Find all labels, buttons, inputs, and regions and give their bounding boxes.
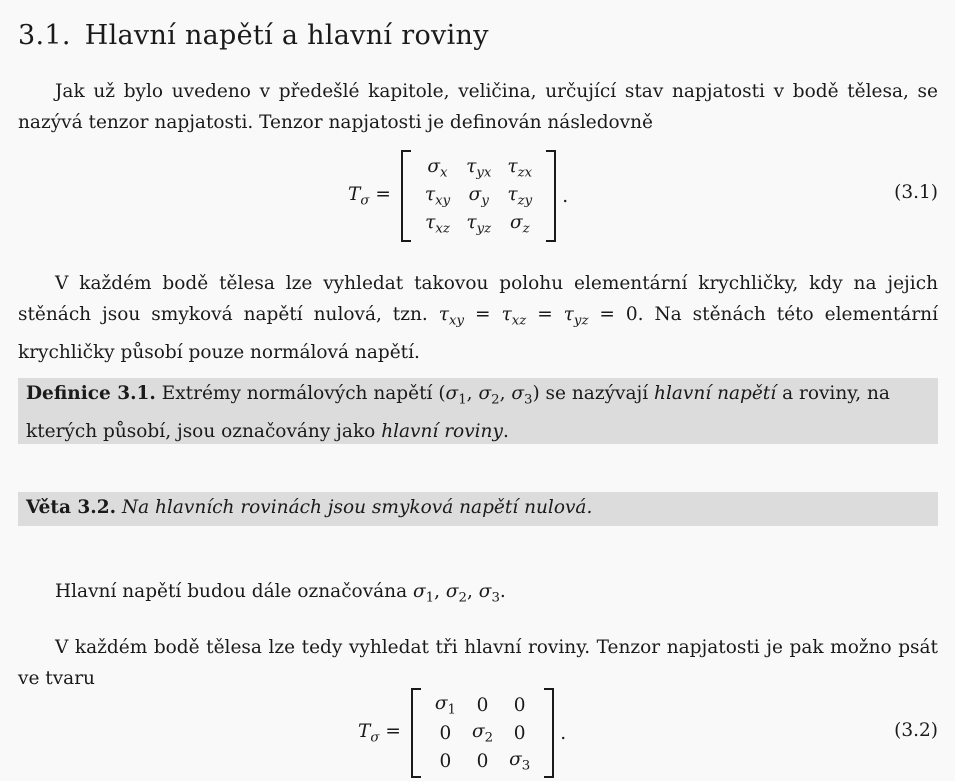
matrix-cell: 0	[513, 694, 526, 716]
matrix-3x3	[427, 691, 538, 775]
matrix-cell: $\sigma_y$	[468, 183, 489, 209]
term-principal-stress: hlavní napětí	[654, 383, 777, 404]
matrix-cell: $\tau_{xz}$	[425, 211, 450, 237]
section-number: 3.1.	[18, 20, 71, 51]
left-bracket	[401, 150, 411, 242]
matrix-cell: $\tau_{zx}$	[507, 155, 533, 181]
section-title: Hlavní napětí a hlavní roviny	[84, 20, 489, 51]
equation-number: (3.1)	[894, 182, 938, 203]
matrix-3x3	[417, 154, 540, 238]
matrix-cell: $\sigma_1$	[434, 692, 456, 718]
matrix-cell: $\sigma_z$	[509, 211, 530, 237]
paragraph-notation: Hlavní napětí budou dále označována $\sigma_1$, $\sigma_2$, $\sigma_3$.	[55, 581, 506, 606]
matrix-cell: 0	[513, 722, 526, 744]
matrix-cell: $\tau_{yz}$	[466, 211, 492, 237]
right-bracket	[544, 688, 554, 778]
matrix-cell: $\tau_{zy}$	[507, 183, 533, 209]
right-bracket	[546, 150, 556, 242]
matrix-cell: 0	[439, 750, 452, 772]
paragraph-principal-position: V každém bodě tělesa lze vyhledat takovou polohu elementární krychličky, kdy na jejich stěnách jsou smyková napětí nulová, tzn. $\tau_{xy} = \tau_{xz} = \tau_{yz} = 0$. Na stěnách této elementární krychličky působí pouze normálová napětí.	[18, 273, 938, 363]
paragraph-tensor-form: V každém bodě tělesa lze tedy vyhledat tři hlavní roviny. Tenzor napjatosti je pak možno psát ve tvaru	[18, 637, 938, 689]
matrix-cell: $\sigma_2$	[471, 720, 494, 746]
principal-stress-matrix: $T_\sigma$ = $\sigma_1$ 0 0 0 $\sigma_2$ 0 0 0 $\sigma_3$ .	[358, 688, 566, 778]
matrix-cell: $\sigma_x$	[427, 155, 448, 181]
theorem-text: Na hlavních rovinách jsou smyková napětí nulová.	[121, 497, 593, 518]
matrix-cell: $\tau_{yx}$	[466, 155, 492, 181]
equation-3-1	[18, 150, 938, 242]
equation-number: (3.2)	[894, 720, 938, 741]
theorem-label: Věta 3.2.	[26, 497, 117, 518]
definition-box: Definice 3.1. Extrémy normálových napětí ($\sigma_1$, $\sigma_2$, $\sigma_3$) se nazývají hlavní napětí a roviny, na kterých působí, jsou označovány jako hlavní roviny.	[18, 378, 938, 444]
stress-tensor-matrix: $T_\sigma$ = $\sigma_x$ $\tau_{yx}$ $\tau_{zx}$ $\tau_{xy}$ $\sigma_y$ $\tau_{zy}$ $\tau_{xz}$ $\tau_{yz}$ $\sigma_z$ .	[348, 150, 568, 242]
theorem-box	[18, 492, 938, 526]
paragraph-intro: Jak už bylo uvedeno v předešlé kapitole, veličina, určující stav napjatosti v bodě tělesa, se nazývá tenzor napjatosti. Tenzor napjatosti je definován následovně	[18, 81, 938, 133]
left-bracket	[411, 688, 421, 778]
definition-label: Definice 3.1.	[26, 383, 156, 404]
equation-3-2	[18, 688, 938, 780]
equation-lhs: $T_\sigma$ =	[348, 183, 391, 209]
equation-lhs: $T_\sigma$ =	[358, 720, 401, 746]
matrix-cell: $\tau_{xy}$	[424, 183, 451, 209]
term-principal-planes: hlavní roviny	[381, 420, 503, 442]
matrix-cell: 0	[439, 722, 452, 744]
matrix-cell: 0	[476, 694, 489, 716]
matrix-cell: 0	[476, 750, 489, 772]
matrix-cell: $\sigma_3$	[509, 748, 531, 774]
section-heading	[18, 20, 489, 51]
